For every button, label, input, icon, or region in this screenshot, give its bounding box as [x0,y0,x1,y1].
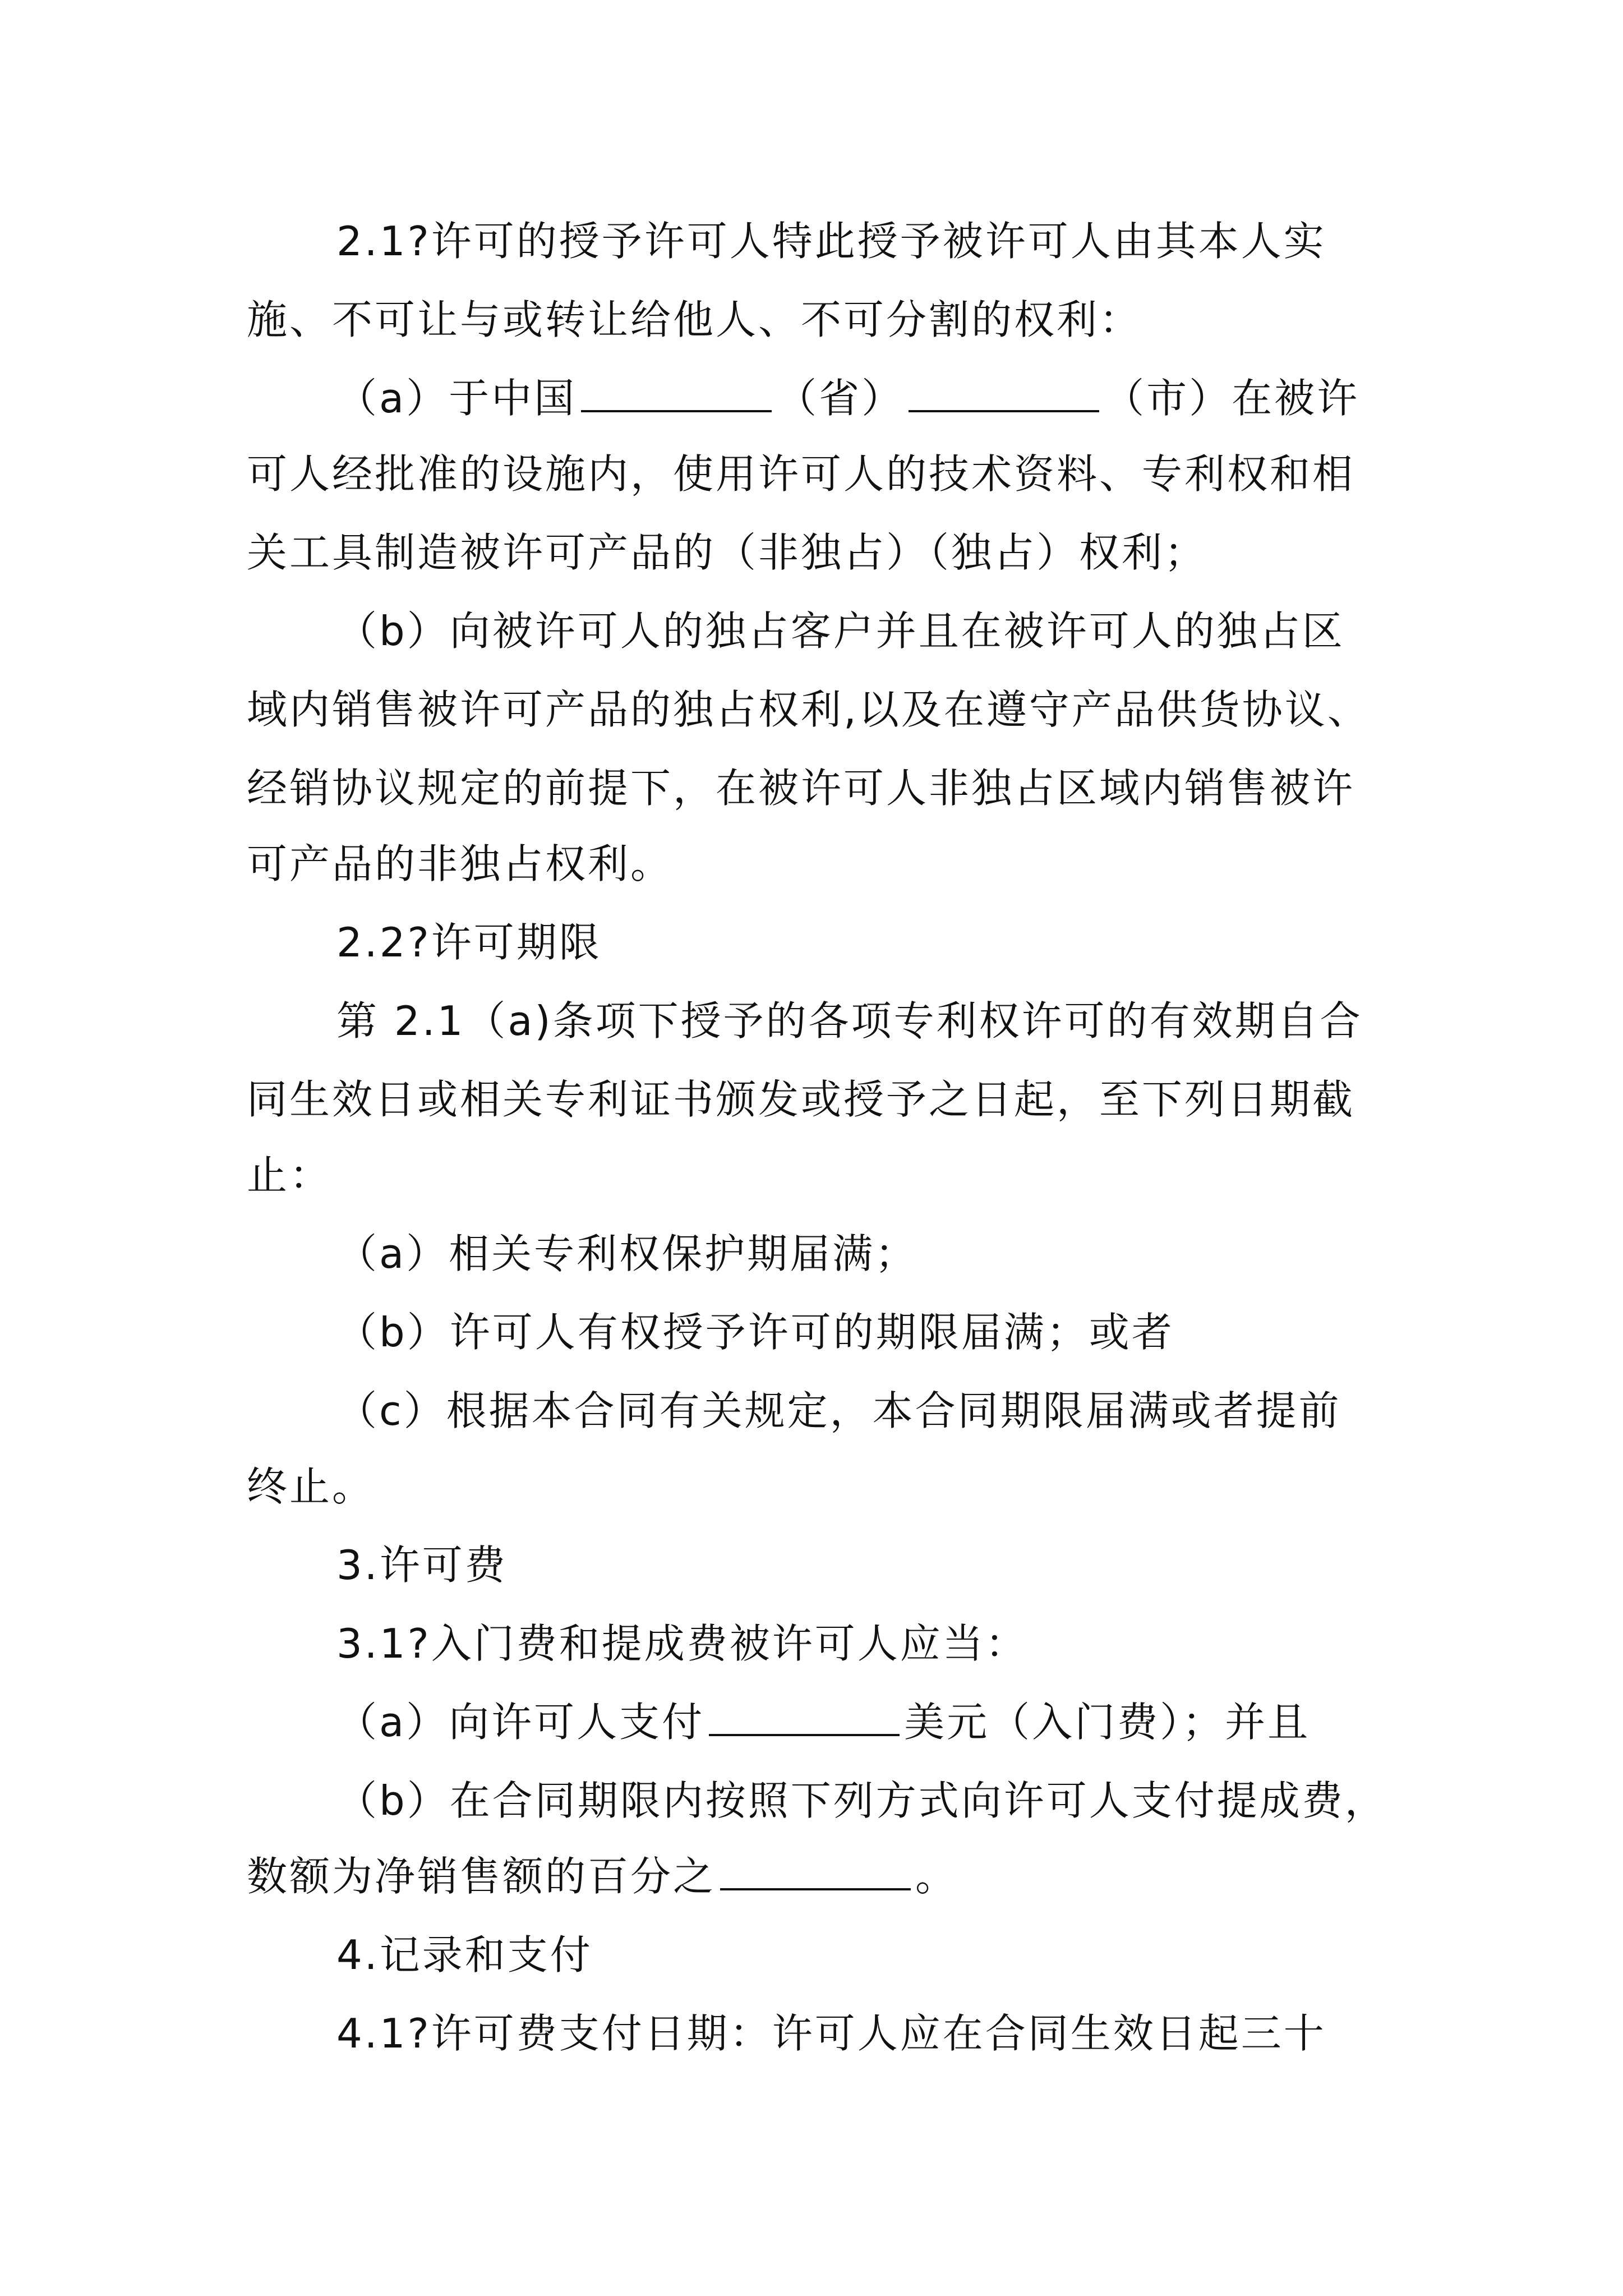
paragraph-line: 可产品的非独占权利。 [247,840,674,887]
text-segment: （a）向许可人支付 [336,1699,705,1746]
text-segment: （a）于中国 [336,375,577,422]
paragraph-line: 施、不可让与或转让给他人、不可分割的权利： [247,296,1142,343]
paragraph-line: （b）向被许可人的独占客户并且在被许可人的独占区 [336,608,1345,655]
paragraph-line: 关工具制造被许可产品的（非独占）（独占）权利； [247,529,1207,576]
paragraph-line: 可人经批准的设施内，使用许可人的技术资料、专利权和相 [247,450,1355,498]
paragraph-line: 同生效日或相关专利证书颁发或授予之日起，至下列日期截 [247,1076,1355,1123]
fill-in-blank[interactable] [581,374,772,412]
fill-in-blank[interactable] [709,1698,900,1736]
text-segment: 美元（入门费）；并且 [904,1699,1311,1746]
paragraph-line: （a）相关专利权保护期届满； [336,1230,918,1277]
section-heading: 4.记录和支付 [336,1931,593,1978]
paragraph-line-with-blanks [336,370,1359,426]
text-segment: 数额为净销售额的百分之 [247,1853,716,1900]
paragraph-line-with-blank [336,1694,1310,1750]
paragraph-line: 终止。 [247,1463,375,1510]
paragraph-line: 止： [247,1152,333,1199]
section-heading: 3.许可费 [336,1542,508,1589]
paragraph-line-with-blank [247,1848,958,1904]
fill-in-blank[interactable] [720,1852,911,1890]
section-heading: 2.2?许可期限 [336,919,602,966]
paragraph-line: （c）根据本合同有关规定，本合同期限届满或者提前 [336,1387,1341,1434]
paragraph-line: 经销协议规定的前提下，在被许可人非独占区域内销售被许 [247,765,1355,812]
paragraph-line: （b）在合同期限内按照下列方式向许可人支付提成费， [336,1777,1387,1824]
text-segment: （市）在被许 [1104,375,1360,422]
paragraph-line: 3.1?入门费和提成费被许可人应当： [336,1620,1028,1667]
paragraph-line: 域内销售被许可产品的独占权利,以及在遵守产品供货协议、 [247,686,1370,733]
fill-in-blank[interactable] [909,374,1099,412]
paragraph-line: 2.1?许可的授予许可人特此授予被许可人由其本人实 [336,218,1326,265]
paragraph-line: （b）许可人有权授予许可的期限届满；或者 [336,1309,1174,1356]
paragraph-line: 第 2.1（a)条项下授予的各项专利权许可的有效期自合 [336,997,1363,1045]
text-segment: （省） [776,375,905,422]
text-segment: 。 [915,1853,958,1900]
paragraph-line: 4.1?许可费支付日期：许可人应在合同生效日起三十 [336,2010,1326,2057]
